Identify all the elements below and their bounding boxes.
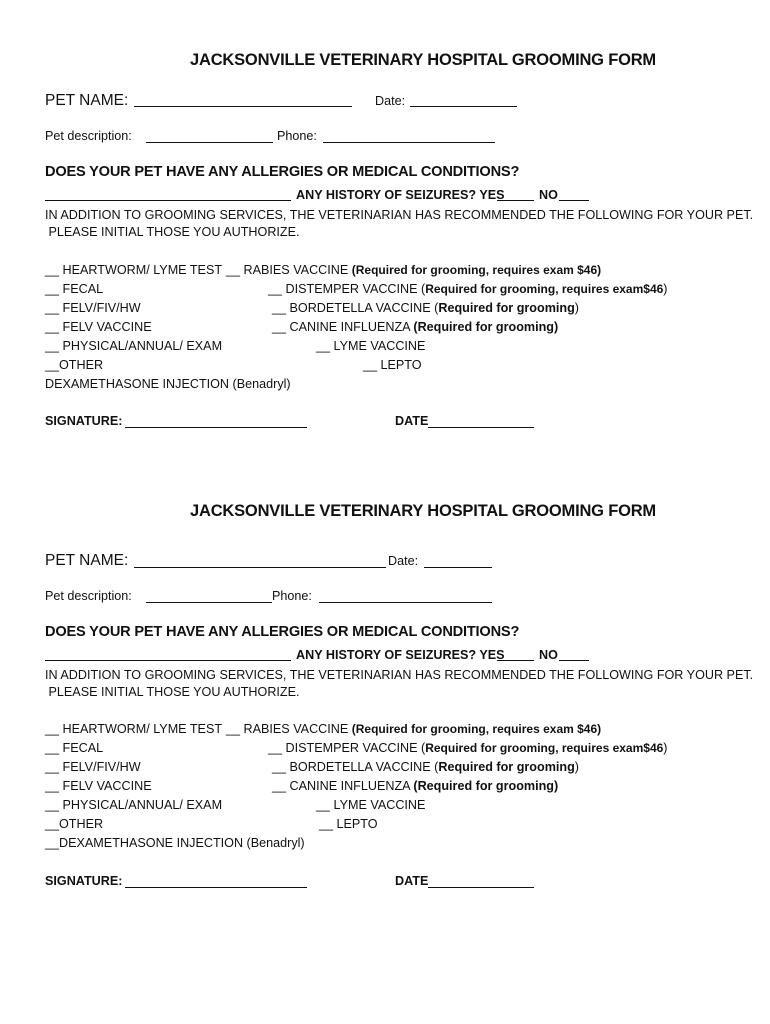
item-influenza-label: __ CANINE INFLUENZA (272, 779, 410, 793)
seizures-no-label: NO (539, 648, 558, 662)
signature-date-field[interactable] (428, 427, 534, 428)
seizures-label: ANY HISTORY OF SEIZURES? YES (296, 648, 505, 662)
date-field[interactable] (410, 106, 517, 107)
item-heartworm[interactable]: __ HEARTWORM/ LYME TEST (45, 263, 223, 277)
item-distemper-label: __ DISTEMPER VACCINE ( (268, 741, 426, 755)
item-fecal[interactable]: __ FECAL (45, 282, 104, 296)
item-bordetella[interactable] (272, 302, 579, 315)
item-bordetella[interactable] (272, 761, 579, 774)
item-canine-influenza[interactable] (272, 321, 558, 334)
seizures-label: ANY HISTORY OF SEIZURES? YES (296, 188, 505, 202)
signature-date-field[interactable] (428, 887, 534, 888)
item-influenza-label: __ CANINE INFLUENZA (272, 320, 410, 334)
phone-label: Phone: (277, 129, 317, 143)
signature-field[interactable] (125, 887, 307, 888)
item-rabies-note: (Required for grooming, requires exam $46) (351, 263, 602, 277)
item-lepto[interactable]: __ LEPTO (363, 358, 422, 372)
item-distemper-note: Required for grooming, requires exam$46 (425, 282, 664, 296)
pet-name-label: PET NAME: (45, 92, 129, 109)
item-bordetella-note: Required for grooming (438, 760, 575, 774)
allergies-field[interactable] (45, 200, 291, 201)
seizures-yes-field[interactable] (497, 200, 534, 201)
date-field[interactable] (424, 567, 492, 568)
form-title: JACKSONVILLE VETERINARY HOSPITAL GROOMING FORM (190, 502, 656, 520)
item-bordetella-close: ) (574, 301, 579, 315)
item-heartworm[interactable]: __ HEARTWORM/ LYME TEST (45, 722, 223, 736)
item-physical-exam[interactable]: __ PHYSICAL/ANNUAL/ EXAM (45, 339, 223, 353)
item-lyme-vaccine[interactable]: __ LYME VACCINE (316, 798, 426, 812)
item-bordetella-close: ) (574, 760, 579, 774)
item-felv-vaccine[interactable]: __ FELV VACCINE (45, 779, 152, 793)
pet-description-label: Pet description: (45, 589, 132, 603)
signature-date-label: DATE (395, 874, 429, 888)
seizures-no-field[interactable] (559, 660, 589, 661)
item-other[interactable]: __OTHER (45, 817, 104, 831)
item-other[interactable]: __OTHER (45, 358, 104, 372)
pet-name-label: PET NAME: (45, 552, 129, 569)
item-lepto[interactable]: __ LEPTO (319, 817, 378, 831)
item-dexamethasone[interactable]: __DEXAMETHASONE INJECTION (Benadryl) (45, 836, 305, 850)
pet-name-field[interactable] (134, 567, 386, 568)
date-label: Date: (388, 554, 419, 568)
phone-field[interactable] (319, 602, 492, 603)
item-distemper-note: Required for grooming, requires exam$46 (425, 741, 664, 755)
allergies-question: DOES YOUR PET HAVE ANY ALLERGIES OR MEDICAL CONDITIONS? (45, 164, 520, 180)
item-rabies[interactable] (226, 723, 601, 736)
item-rabies-label: __ RABIES VACCINE (226, 263, 349, 277)
item-distemper[interactable] (268, 283, 668, 296)
recommend-text-line1: IN ADDITION TO GROOMING SERVICES, THE VETERINARIAN HAS RECOMMENDED THE FOLLOWING FOR YOUR PET. (45, 668, 754, 682)
recommend-text-line2: PLEASE INITIAL THOSE YOU AUTHORIZE. (45, 685, 300, 699)
item-influenza-note: (Required for grooming) (413, 779, 559, 793)
item-canine-influenza[interactable] (272, 780, 558, 793)
item-distemper-label: __ DISTEMPER VACCINE ( (268, 282, 426, 296)
item-distemper-close: ) (663, 741, 668, 755)
date-label: Date: (375, 94, 406, 108)
item-influenza-note: (Required for grooming) (413, 320, 559, 334)
recommend-text-line1: IN ADDITION TO GROOMING SERVICES, THE VETERINARIAN HAS RECOMMENDED THE FOLLOWING FOR YOUR PET. (45, 208, 754, 222)
allergies-field[interactable] (45, 660, 291, 661)
item-felv-fiv-hw[interactable]: __ FELV/FIV/HW (45, 760, 141, 774)
allergies-question: DOES YOUR PET HAVE ANY ALLERGIES OR MEDICAL CONDITIONS? (45, 624, 520, 640)
item-bordetella-label: __ BORDETELLA VACCINE ( (272, 301, 439, 315)
phone-field[interactable] (323, 142, 495, 143)
item-rabies[interactable] (226, 264, 601, 277)
seizures-no-field[interactable] (559, 200, 589, 201)
signature-date-label: DATE (395, 414, 429, 428)
recommend-text-line2: PLEASE INITIAL THOSE YOU AUTHORIZE. (45, 225, 300, 239)
phone-label: Phone: (272, 589, 312, 603)
item-dexamethasone[interactable]: DEXAMETHASONE INJECTION (Benadryl) (45, 377, 291, 391)
signature-field[interactable] (125, 427, 307, 428)
signature-label: SIGNATURE: (45, 874, 123, 888)
item-rabies-label: __ RABIES VACCINE (226, 722, 349, 736)
item-distemper-close: ) (663, 282, 668, 296)
pet-description-field[interactable] (146, 142, 273, 143)
pet-name-field[interactable] (134, 106, 352, 107)
item-felv-fiv-hw[interactable]: __ FELV/FIV/HW (45, 301, 141, 315)
item-bordetella-note: Required for grooming (438, 301, 575, 315)
seizures-yes-field[interactable] (497, 660, 534, 661)
signature-label: SIGNATURE: (45, 414, 123, 428)
pet-description-label: Pet description: (45, 129, 132, 143)
item-physical-exam[interactable]: __ PHYSICAL/ANNUAL/ EXAM (45, 798, 223, 812)
item-bordetella-label: __ BORDETELLA VACCINE ( (272, 760, 439, 774)
item-distemper[interactable] (268, 742, 668, 755)
item-fecal[interactable]: __ FECAL (45, 741, 104, 755)
seizures-no-label: NO (539, 188, 558, 202)
item-lyme-vaccine[interactable]: __ LYME VACCINE (316, 339, 426, 353)
item-rabies-note: (Required for grooming, requires exam $46) (351, 722, 602, 736)
item-felv-vaccine[interactable]: __ FELV VACCINE (45, 320, 152, 334)
pet-description-field[interactable] (146, 602, 272, 603)
form-title: JACKSONVILLE VETERINARY HOSPITAL GROOMING FORM (190, 51, 656, 69)
